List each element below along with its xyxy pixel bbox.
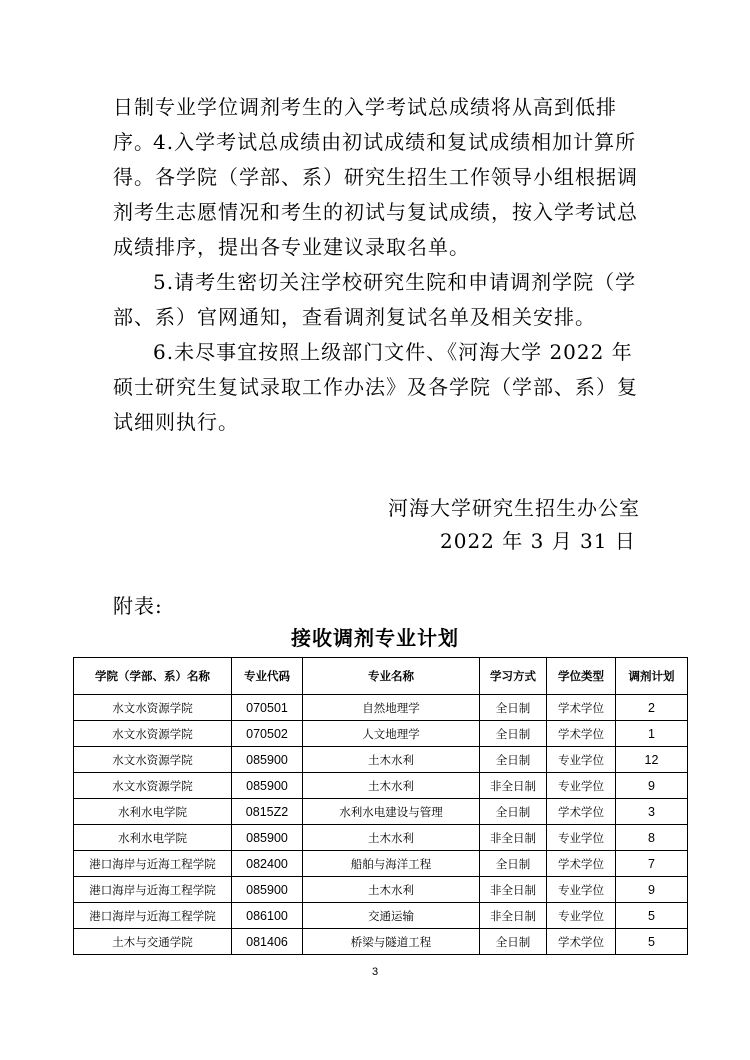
cell-transfer-plan: 9 [616,773,688,799]
cell-degree-type: 学术学位 [547,799,616,825]
cell-major-code: 082400 [232,851,303,877]
cell-degree-type: 专业学位 [547,747,616,773]
cell-study-mode: 全日制 [480,695,547,721]
cell-transfer-plan: 7 [616,851,688,877]
cell-college: 水文水资源学院 [74,747,232,773]
cell-study-mode: 全日制 [480,747,547,773]
paragraph-item-6: 6.未尽事宜按照上级部门文件、《河海大学 2022 年硕士研究生复试录取工作办法》及各学院（学部、系）复试细则执行。 [113,340,638,434]
cell-major-name: 土木水利 [303,773,480,799]
cell-major-name: 土木水利 [303,825,480,851]
cell-transfer-plan: 12 [616,747,688,773]
cell-study-mode: 全日制 [480,721,547,747]
table-row [74,929,688,955]
cell-major-name: 水利水电建设与管理 [303,799,480,825]
cell-major-code: 085900 [232,747,303,773]
table-row [74,799,688,825]
cell-study-mode: 全日制 [480,851,547,877]
table-row [74,877,688,903]
table-header-row [74,658,688,695]
cell-major-name: 土木水利 [303,877,480,903]
cell-major-code: 070501 [232,695,303,721]
cell-major-code: 070502 [232,721,303,747]
cell-degree-type: 专业学位 [547,877,616,903]
cell-major-code: 081406 [232,929,303,955]
header-study-mode: 学习方式 [480,658,547,695]
cell-major-code: 085900 [232,877,303,903]
paragraph-item-4: 4.入学考试总成绩由初试成绩和复试成绩相加计算所得。各学院（学部、系）研究生招生工作领导小组根据调剂考生志愿情况和考生的初试与复试成绩，按入学考试总成绩排序，提出各专业建议录取名单。 [113,130,638,259]
signature-date: 2022 年 3 月 31 日 [440,529,636,553]
cell-degree-type: 专业学位 [547,825,616,851]
paragraph-item-5: 5.请考生密切关注学校研究生院和申请调剂学院（学部、系）官网通知，查看调剂复试名单及相关安排。 [113,270,637,329]
cell-degree-type: 学术学位 [547,721,616,747]
cell-college: 水利水电学院 [74,799,232,825]
cell-study-mode: 非全日制 [480,825,547,851]
cell-college: 水文水资源学院 [74,773,232,799]
cell-major-name: 自然地理学 [303,695,480,721]
header-major-name: 专业名称 [303,658,480,695]
header-college: 学院（学部、系）名称 [74,658,232,695]
appendix-label: 附表: [113,594,163,618]
page-number: 3 [371,966,379,978]
cell-major-name: 人文地理学 [303,721,480,747]
cell-transfer-plan: 9 [616,877,688,903]
cell-degree-type: 专业学位 [547,773,616,799]
cell-major-code: 0815Z2 [232,799,303,825]
header-degree-type: 学位类型 [547,658,616,695]
table-row [74,721,688,747]
office-signature: 河海大学研究生招生办公室 [388,496,640,520]
cell-major-code: 085900 [232,825,303,851]
transfer-plan-table [73,657,688,955]
cell-transfer-plan: 3 [616,799,688,825]
cell-college: 水文水资源学院 [74,695,232,721]
cell-college: 土木与交通学院 [74,929,232,955]
cell-transfer-plan: 5 [616,903,688,929]
table-title: 接收调剂专业计划 [291,626,459,650]
table-row [74,903,688,929]
paragraph-continuation: 日制专业学位调剂考生的入学考试总成绩将从高到低排序。 [113,95,617,154]
cell-degree-type: 专业学位 [547,903,616,929]
cell-college: 水利水电学院 [74,825,232,851]
cell-degree-type: 学术学位 [547,695,616,721]
table-row [74,695,688,721]
cell-study-mode: 非全日制 [480,903,547,929]
table-row [74,851,688,877]
cell-transfer-plan: 5 [616,929,688,955]
cell-major-code: 085900 [232,773,303,799]
cell-transfer-plan: 2 [616,695,688,721]
cell-major-name: 交通运输 [303,903,480,929]
table-row [74,747,688,773]
cell-major-name: 船舶与海洋工程 [303,851,480,877]
cell-transfer-plan: 1 [616,721,688,747]
cell-study-mode: 全日制 [480,929,547,955]
cell-college: 港口海岸与近海工程学院 [74,903,232,929]
cell-study-mode: 全日制 [480,799,547,825]
header-transfer-plan: 调剂计划 [616,658,688,695]
header-major-code: 专业代码 [232,658,303,695]
cell-college: 港口海岸与近海工程学院 [74,851,232,877]
table-row [74,825,688,851]
cell-study-mode: 非全日制 [480,877,547,903]
cell-degree-type: 学术学位 [547,851,616,877]
table-row [74,773,688,799]
cell-degree-type: 学术学位 [547,929,616,955]
cell-college: 水文水资源学院 [74,721,232,747]
cell-major-code: 086100 [232,903,303,929]
cell-transfer-plan: 8 [616,825,688,851]
cell-college: 港口海岸与近海工程学院 [74,877,232,903]
cell-study-mode: 非全日制 [480,773,547,799]
cell-major-name: 土木水利 [303,747,480,773]
cell-major-name: 桥梁与隧道工程 [303,929,480,955]
